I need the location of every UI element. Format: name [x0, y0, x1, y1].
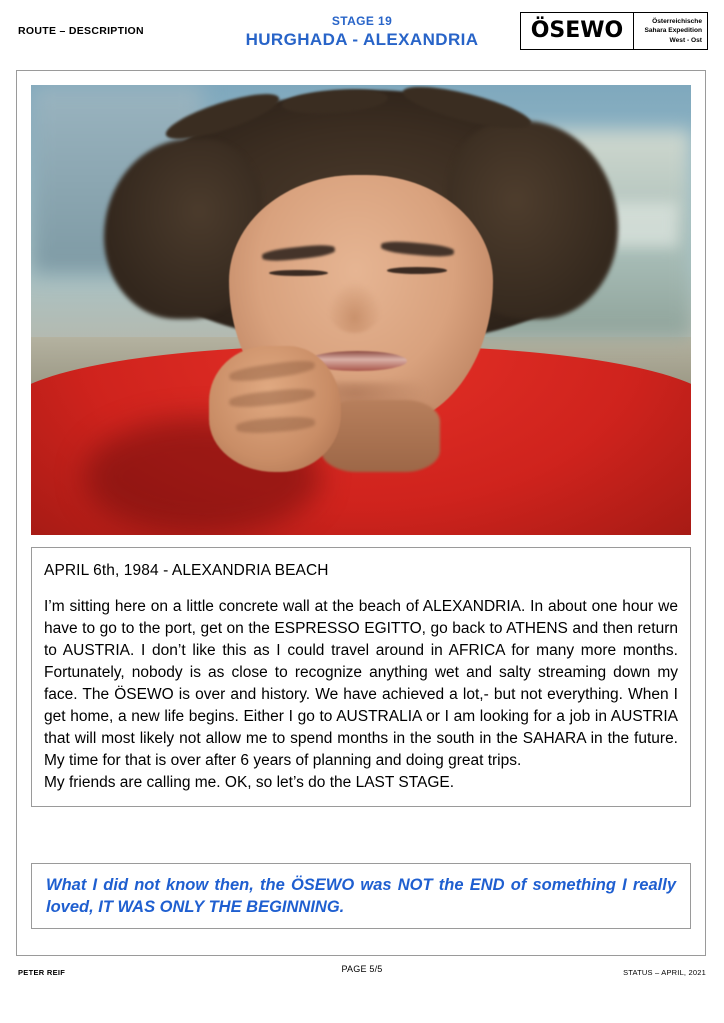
route-description-label: ROUTE – DESCRIPTION [18, 25, 144, 37]
osewo-logo [520, 12, 708, 50]
diary-body [44, 596, 678, 794]
stage-route-title: HURGHADA - ALEXANDRIA [245, 30, 479, 49]
diary-paragraph-1: I’m sitting here on a little concrete wall at the beach of ALEXANDRIA. In about one hour we have to go to the port, get on the ESPRESSO EGITTO, go back to ATHENS and then return to AUSTRIA. I don’t like this as I could travel around in AFRICA for many more months. Fortunately, nobody is as close to recognize anything wet and salty streaming down my face. The ÖSEWO is over and history. We have achieved a lot,- but not everything. When I get home, a new life begins. Either I go to AUSTRALIA or I am looking for a job in AUSTRIA that will most likely not allow me to spend months in the south in the SAHARA in the future. My time for that is over after 6 years of planning and doing great trips. [44, 598, 678, 769]
osewo-wordmark: ÖSEWO [530, 18, 624, 43]
diary-text-block [31, 547, 691, 807]
footer-author: PETER REIF [18, 968, 66, 977]
osewo-wordmark-box [521, 13, 634, 49]
date-location-heading: APRIL 6th, 1984 - ALEXANDRIA BEACH [44, 562, 329, 579]
stage-photo [31, 85, 691, 535]
photo-eye-left [269, 270, 328, 277]
page-content-frame [16, 70, 706, 956]
closing-quote-block [31, 863, 691, 929]
photo-illustration [31, 85, 691, 535]
osewo-logo-subtitle [634, 13, 707, 49]
page-footer [0, 962, 724, 1002]
diary-paragraph-2: My friends are calling me. OK, so let’s do the LAST STAGE. [44, 774, 455, 791]
logo-subtitle-line-1: Österreichische [652, 17, 702, 25]
page-header [0, 0, 724, 58]
photo-eye-right [387, 267, 446, 274]
stage-number: STAGE 19 [331, 14, 393, 28]
closing-quote-text: What I did not know then, the ÖSEWO was NOT the END of something I really loved, IT WAS ONLY THE BEGINNING. [46, 875, 676, 916]
photo-nose [328, 283, 381, 333]
footer-page-number: PAGE 5/5 [341, 964, 383, 974]
footer-status: STATUS – APRIL, 2021 [623, 968, 706, 977]
logo-subtitle-line-2: Sahara Expedition [644, 27, 702, 35]
logo-subtitle-line-3: West - Ost [669, 36, 702, 44]
